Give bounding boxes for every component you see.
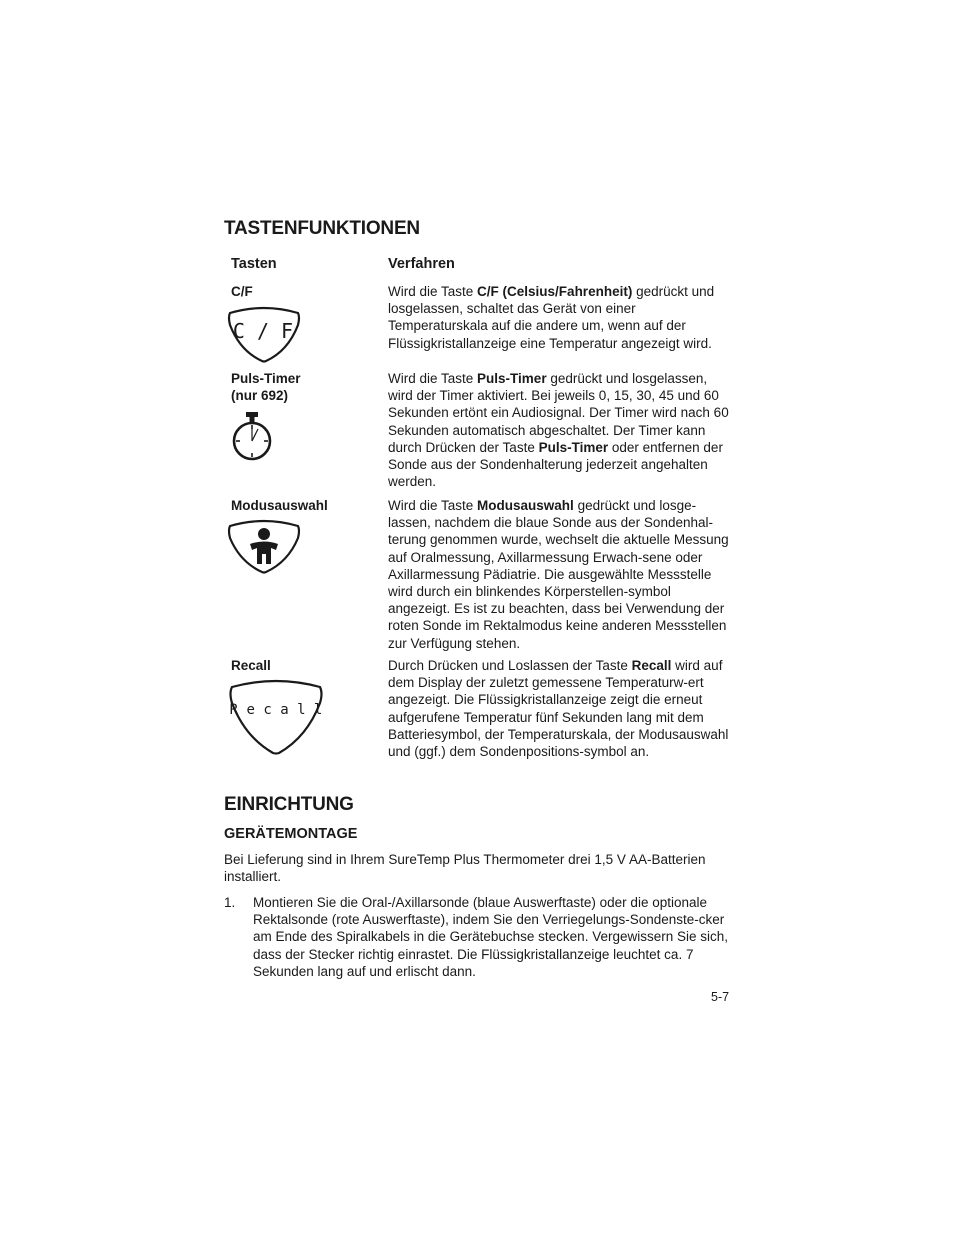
key-label-cf: C/F: [231, 284, 253, 299]
body-mode-icon: [226, 518, 302, 576]
col-header-keys: Tasten: [231, 256, 277, 272]
col-header-procedure: Verfahren: [388, 256, 455, 272]
stopwatch-icon: [229, 410, 275, 464]
page-number: 5-7: [711, 990, 730, 1004]
key-desc-mode-select: Wird die Taste Modusauswahl gedrückt und losge-lassen, nachdem die blaue Sonde aus der Sondenhal-terung genommen wurde, wechselt die aktuelle Messung auf Oralmessung, Axillarmessung Erwach-sene oder Axillarmessung Pädiatrie. Die ausgewählte Messstelle wird durch ein blinkendes Körperstellen-symbol angezeigt. Es ist zu beachten, dass bei Verwendung der roten Sonde im Rektalmodus keine anderen Messstellen zur Verfügung stehen.: [388, 498, 729, 651]
recall-key-icon: [227, 677, 325, 757]
key-desc-recall: Durch Drücken und Loslassen der Taste Recall wird auf dem Display der zuletzt gemessene Temperaturw-ert angezeigt. Die Flüssigkristallanzeige zeigt die erneut aufgerufene Temperatur fünf Sekunden lang mit dem Batteriesymbol, der Temperaturskala, der Modusauswahl und (ggf.) dem Sondenpositions-symbol an.: [388, 658, 729, 760]
key-label-recall: Recall: [231, 658, 271, 673]
step-text: Montieren Sie die Oral-/Axillarsonde (blaue Auswerftaste) oder die optionale Rektalsonde (rote Auswerftaste), indem Sie den Verriegelungs-Sondenste-cker am Ende des Spiralkabels in die Gerätebuchse stecken. Vergewissern Sie sich, dass der Stecker richtig einrastet. Die Flüssigkristallanzeige leuchtet ca. 7 Sekunden lang auf und erlischt dann.: [253, 895, 729, 979]
setup-section-title: EINRICHTUNG: [224, 794, 354, 815]
step-number: 1.: [224, 895, 236, 910]
setup-subsection-title: GERÄTEMONTAGE: [224, 826, 358, 842]
cf-key-icon: [226, 305, 302, 365]
key-label-pulse-timer: Puls-Timer (nur 692): [231, 371, 301, 403]
key-desc-pulse-timer: Wird die Taste Puls-Timer gedrückt und losgelassen, wird der Timer aktiviert. Bei jeweils 0, 15, 30, 45 und 60 Sekunden ertönt ein Audiosignal. Der Timer wird nach 60 Sekunden automatisch abgeschaltet. Der Timer kann durch Drücken der Taste Puls-Timer oder entfernen der Sonde aus der Sondenhalterung jederzeit angehalten werden.: [388, 371, 729, 490]
key-label-mode-select: Modusauswahl: [231, 498, 328, 513]
cf-key-icon-text: C / F: [232, 319, 294, 343]
recall-key-icon-text: R e c a l l: [229, 702, 323, 718]
setup-intro: Bei Lieferung sind in Ihrem SureTemp Plus Thermometer drei 1,5 V AA-Batterien installiert.: [224, 852, 706, 885]
keys-section-title: TASTENFUNKTIONEN: [224, 218, 420, 239]
key-desc-cf: Wird die Taste C/F (Celsius/Fahrenheit) gedrückt und losgelassen, schaltet das Gerät von einer Temperaturskala auf die andere um, wenn auf der Flüssigkristallanzeige eine Temperatur angezeigt wird.: [388, 284, 715, 351]
